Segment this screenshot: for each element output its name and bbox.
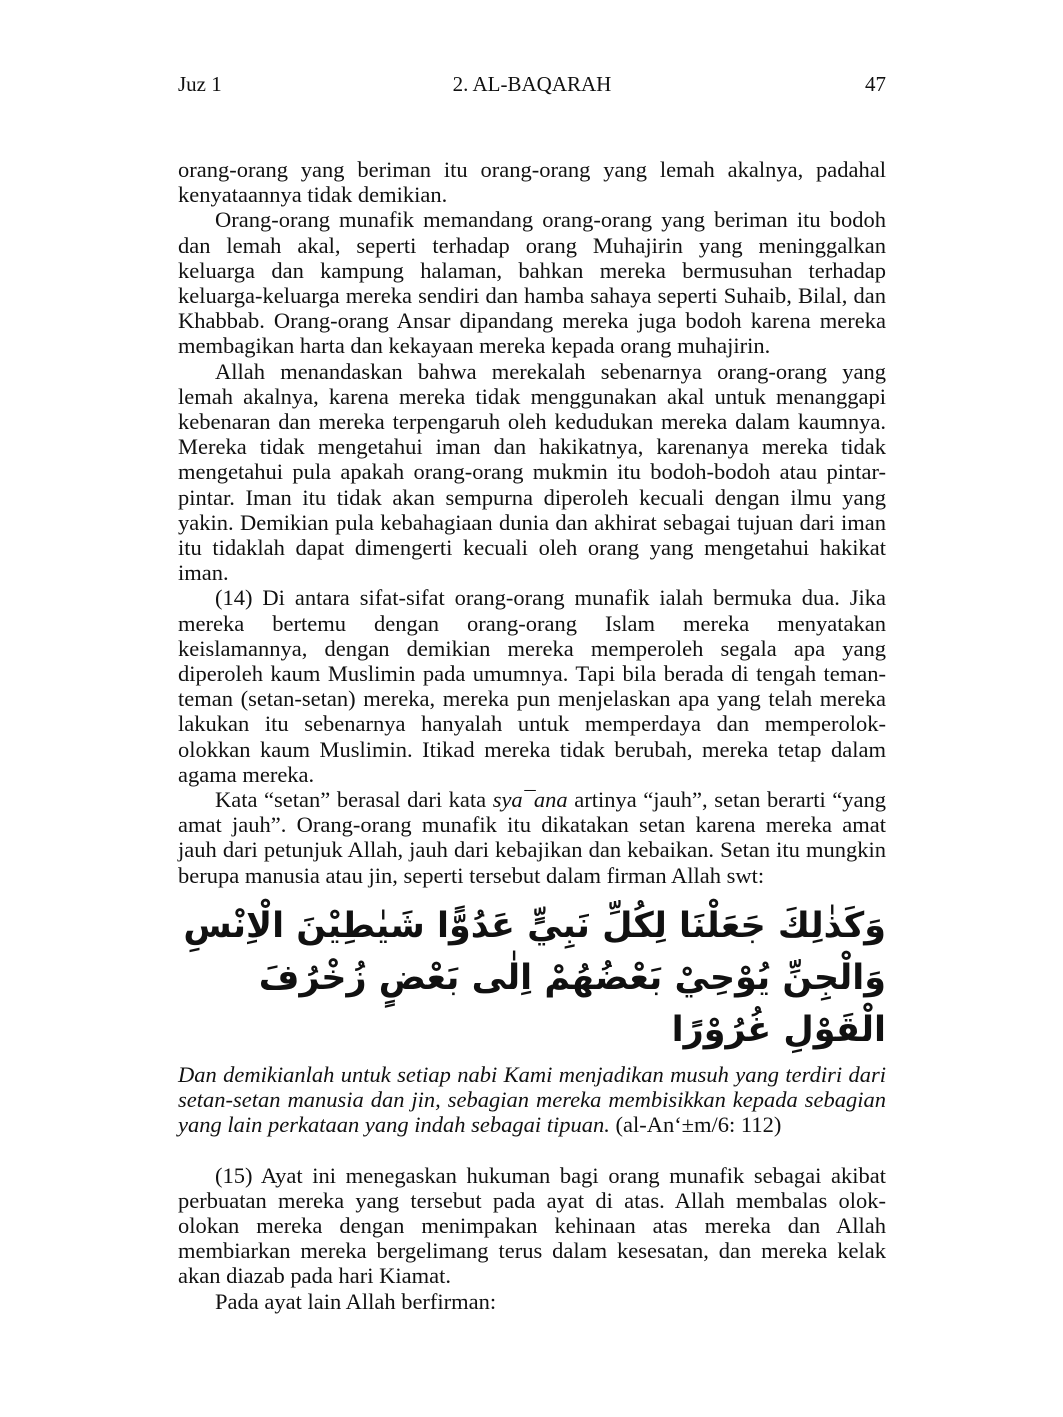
arabic-verse: وَكَذٰلِكَ جَعَلْنَا لِكُلِّ نَبِيٍّ عَدُوًّا شَيٰطِيْنَ الْاِنْسِ وَالْجِنِّ يُوْحِيْ بَعْضُهُمْ اِلٰى بَعْضٍ زُخْرُفَ الْقَوْلِ غُرُوْرًا: [183, 905, 886, 1050]
paragraph-1: orang-orang yang beriman itu orang-orang yang lemah akalnya, padahal kenyataannya tidak demikian.: [178, 157, 886, 208]
paragraph-5-start: Kata “setan” berasal dari kata: [215, 787, 493, 813]
verse-reference: (al-An‘±m/6: 112): [615, 1112, 782, 1138]
paragraph-4: (14) Di antara sifat-sifat orang-orang munafik ialah bermuka dua. Jika mereka bertemu dengan orang-orang Islam mereka menyatakan keislamannya, dengan demikian mereka memperoleh segala apa yang diperoleh kaum Muslimin pada umumnya. Tapi bila berada di tengah teman-teman (setan-setan) mereka, mereka pun menjelaskan apa yang telah mereka lakukan itu sebenarnya hanyalah untuk memperdaya dan memperolok-olokkan kaum Muslimin. Itikad mereka tidak berubah, mereka tetap dalam agama mereka.: [178, 585, 886, 787]
page-body: [178, 157, 886, 1314]
surah-title: 2. AL-BAQARAH: [452, 72, 612, 96]
paragraph-7: Pada ayat lain Allah berfirman:: [215, 1288, 497, 1314]
paragraph-5: [178, 787, 886, 888]
juz-label: Juz 1: [178, 72, 222, 96]
paragraph-5-end: artinya “jauh”, setan berarti “yang amat jauh”. Orang-orang munafik itu dikatakan setan karena mereka amat jauh dari petunjuk Allah, jauh dari kebajikan dan kebaikan. Setan itu mungkin berupa manusia atau jin, seperti tersebut dalam firman Allah swt:: [178, 787, 887, 888]
paragraph-2: Orang-orang munafik memandang orang-orang yang beriman itu bodoh dan lemah akal, seperti terhadap orang Muhajirin yang meninggalkan keluarga dan kampung halaman, bahkan mereka bermusuhan terhadap keluarga-keluarga mereka sendiri dan hamba sahaya seperti Suhaib, Bilal, dan Khabbab. Orang-orang Ansar dipandang mereka juga bodoh karena mereka membagikan harta dan kekayaan mereka kepada orang muhajirin.: [178, 207, 886, 359]
paragraph-6: (15) Ayat ini menegaskan hukuman bagi orang munafik sebagai akibat perbuatan mereka yang tersebut pada ayat di atas. Allah membalas olok-olokan mereka dengan menimpakan kehinaan atas mereka dan Allah membiarkan mereka bergelimang terus dalam kesesatan, dan mereka kelak akan diazab pada hari Kiamat.: [178, 1162, 886, 1289]
page-number: 47: [865, 72, 886, 96]
translation-text: Dan demikianlah untuk setiap nabi Kami menjadikan musuh yang terdiri dari setan-setan manusia dan jin, sebagian mereka membisikkan kepada sebagian yang lain perkataan yang indah sebagai tipuan.: [178, 1061, 886, 1138]
paragraph-3: Allah menandaskan bahwa merekalah sebenarnya orang-orang yang lemah akalnya, karena mereka tidak menggunakan akal untuk menanggapi kebenaran dan mereka terpengaruh oleh kedudukan mereka dalam kaumnya. Mereka tidak mengetahui iman dan hakikatnya, karenanya mereka tidak mengetahui pula apakah orang-orang mukmin itu bodoh-bodoh atau pintar-pintar. Iman itu tidak akan sempurna diperoleh kecuali dengan ilmu yang yakin. Demikian pula kebahagiaan dunia dan akhirat sebagai tujuan dari iman itu tidaklah dapat dimengerti kecuali oleh orang yang mengetahui hakikat iman.: [178, 358, 886, 586]
spacer: [178, 1138, 886, 1163]
page-header: [178, 72, 886, 100]
verse-translation: [178, 1062, 886, 1138]
term-syatana: sya¯ana: [492, 787, 568, 813]
